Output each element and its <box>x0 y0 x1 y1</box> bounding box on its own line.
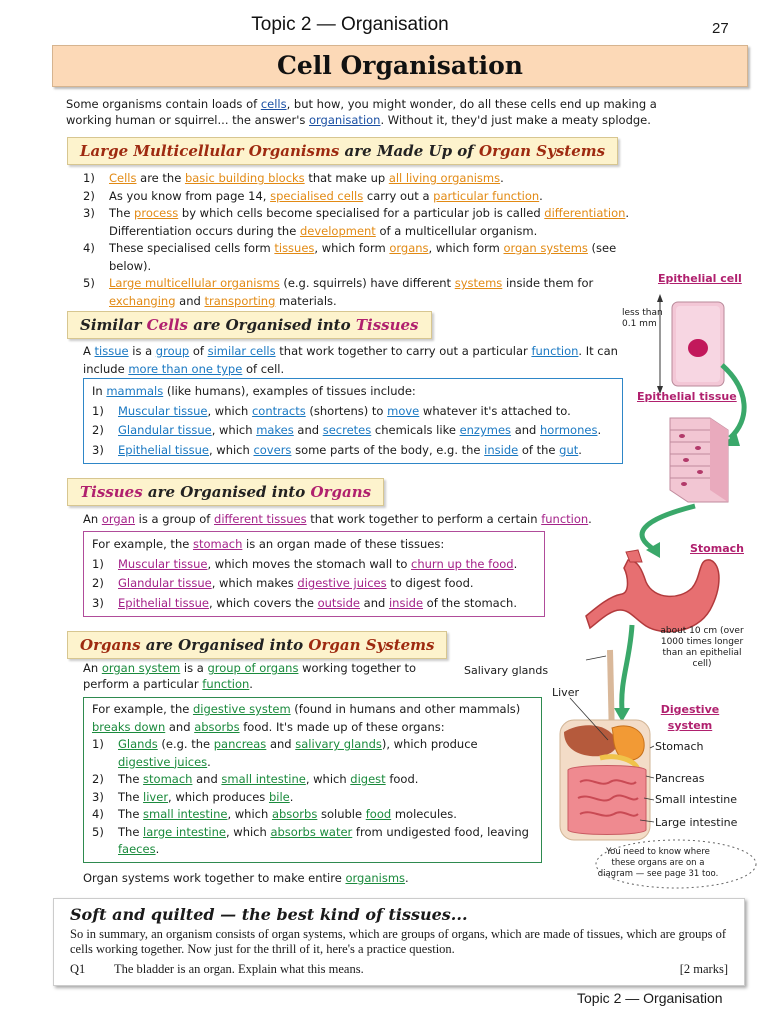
text-run: working together to perform a particular <box>83 661 417 691</box>
list-item <box>92 402 614 422</box>
text-run: A <box>83 344 95 358</box>
keyword: stomach <box>192 537 243 551</box>
item-number: 3) <box>92 595 104 610</box>
text-run: . <box>513 556 518 571</box>
text-run: that work together to carry out a particular <box>275 344 532 358</box>
keyword: small intestine <box>143 807 228 821</box>
text-run: food. <box>385 772 419 786</box>
keyword: digestive juices <box>118 754 208 769</box>
text-run: chemicals like <box>371 423 460 437</box>
text-run: , which <box>227 807 272 821</box>
text-run: , which moves the stomach wall to <box>207 556 412 571</box>
keyword: liver <box>143 789 169 804</box>
keyword-organisation: organisation <box>309 113 381 127</box>
keyword: function <box>531 344 579 358</box>
text-run: of a multicellular organism. <box>375 223 538 238</box>
question-text: The bladder is an organ. Explain what this means. <box>114 962 364 976</box>
keyword: absorbs <box>271 807 318 821</box>
keyword: group of organs <box>207 661 299 675</box>
label-length-note: about 10 cm (over 1000 times longer than an epithelial cell) <box>660 626 744 669</box>
text-run: The <box>118 772 144 786</box>
text-run: (e.g. squirrels) have different <box>279 276 455 290</box>
text-run: , which <box>207 403 252 418</box>
item-number: 4) <box>92 807 104 821</box>
text-run: and <box>192 772 222 786</box>
keyword: more than one type <box>128 362 243 376</box>
text-run: from undigested food, leaving <box>352 824 529 839</box>
keyword: mammals <box>106 384 164 398</box>
text-run: . <box>405 871 409 885</box>
keyword: inside <box>388 595 424 610</box>
keyword: pancreas <box>213 737 267 751</box>
keyword: similar cells <box>207 344 276 358</box>
item-number: 2) <box>92 576 104 590</box>
text-run: The <box>118 824 144 839</box>
text-run: of the <box>518 442 560 457</box>
text-run: soluble <box>317 807 366 821</box>
text-run: and <box>165 719 195 734</box>
item-number: 3) <box>83 206 95 220</box>
heading-part: are Made Up of <box>339 142 479 160</box>
keyword: organs <box>389 241 429 255</box>
tissue-definition <box>83 342 623 378</box>
list-item <box>92 594 536 614</box>
text-run: . <box>539 188 543 203</box>
text-run: . <box>500 171 504 185</box>
heading-part: Organ Systems <box>479 142 606 160</box>
text-run: , which <box>208 442 254 457</box>
keyword: faeces <box>118 842 156 856</box>
keyword: food <box>365 807 392 821</box>
keyword: differentiation <box>544 206 626 220</box>
text-run: The <box>118 807 144 821</box>
text-run: . <box>155 842 160 856</box>
organ-system-definition <box>83 660 423 692</box>
keyword: enzymes <box>459 423 512 437</box>
box-intro <box>92 701 533 736</box>
text-run: and <box>293 423 323 437</box>
summary-box <box>53 898 745 986</box>
digestive-system-illustration <box>560 650 650 840</box>
keyword: tissue <box>94 344 129 358</box>
text-run: and <box>266 737 296 751</box>
text-run: molecules. <box>391 807 457 821</box>
text-run: , which makes <box>211 576 298 590</box>
label-stomach-organ: Stomach <box>690 542 744 555</box>
text-run: and <box>175 293 205 308</box>
tissue-examples-list <box>92 402 614 461</box>
text-run: The <box>118 789 144 804</box>
page-footer: Topic 2 — Organisation <box>577 990 723 1006</box>
closing-sentence <box>83 869 523 887</box>
list-item <box>83 188 653 206</box>
practice-question <box>70 962 728 977</box>
tissue-examples-box <box>83 378 623 464</box>
text-run: These specialised cells form <box>109 241 275 255</box>
list-item <box>92 574 536 594</box>
text-run: (see below). <box>109 241 617 273</box>
label-stomach: Stomach <box>655 740 704 753</box>
label-location-note: You need to know where these organs are on a diagram — see page 31 too. <box>597 847 719 879</box>
text-run: (e.g. the <box>157 737 214 751</box>
section-heading-organ-systems <box>67 137 618 165</box>
keyword: Muscular tissue <box>118 403 208 418</box>
text-run: (shortens) to <box>305 403 388 418</box>
text-run: (found in humans and other mammals) <box>290 702 521 716</box>
list-item <box>83 205 653 240</box>
text-run: is an organ made of these tissues: <box>242 537 445 551</box>
label-digestive-system: Digestive system <box>660 703 720 732</box>
section-heading-organs <box>67 478 384 506</box>
text-run: , which <box>225 824 271 839</box>
keyword: inside <box>484 442 519 457</box>
item-number: 3) <box>92 789 104 804</box>
text-run: and <box>511 423 540 437</box>
keyword: stomach <box>143 772 193 786</box>
item-number: 5) <box>83 276 95 290</box>
keyword: Epithelial tissue <box>118 442 209 457</box>
keyword: Muscular tissue <box>118 556 208 571</box>
title-banner <box>52 45 748 87</box>
intro-text: , but how, you might wonder, do all these cells end up making a working human or squirrel... the answer's <box>66 97 657 127</box>
keyword: development <box>299 223 376 238</box>
keyword: salivary glands <box>295 737 382 751</box>
stomach-example-box <box>83 531 545 617</box>
item-number: 5) <box>92 824 104 839</box>
intro-text: Some organisms contain loads of <box>66 97 261 111</box>
heading-part: Organs <box>310 483 372 501</box>
text-run: , which form <box>428 241 504 255</box>
keyword: large intestine <box>143 824 226 839</box>
heading-part: are Organised into <box>142 483 311 501</box>
keyword: organ <box>101 512 136 526</box>
text-run: For example, the <box>92 702 193 716</box>
item-number: 3) <box>92 442 104 457</box>
keyword: Large multicellular organisms <box>109 276 280 290</box>
keyword: systems <box>454 276 503 290</box>
keyword: organ systems <box>503 241 588 255</box>
text-run: As you know from page 14, <box>109 188 271 203</box>
label-large-intestine: Large intestine <box>655 816 738 829</box>
page-number: 27 <box>712 20 729 37</box>
text-run: The <box>109 206 135 220</box>
keyword: Glandular tissue <box>118 423 212 437</box>
text-run: are the <box>136 171 185 185</box>
text-run: , which covers the <box>208 595 318 610</box>
text-run: is a group of <box>135 512 215 526</box>
summary-text: So in summary, an organism consists of organ systems, which are groups of organs, which are made of tissues, which are groups of cells working together. Now just for the thrill of it, here's a practice question. <box>70 927 727 956</box>
keyword: secretes <box>322 423 372 437</box>
text-run: . <box>597 423 602 437</box>
item-number: 1) <box>92 403 104 418</box>
keyword: digestive system <box>192 702 291 716</box>
text-run: whatever it's attached to. <box>419 403 571 418</box>
text-run: . It can include <box>83 344 618 376</box>
intro-paragraph <box>66 96 706 128</box>
box-intro <box>92 382 614 402</box>
keyword: group <box>155 344 190 358</box>
item-number: 2) <box>83 188 95 203</box>
keyword: breaks down <box>92 719 166 734</box>
label-pancreas: Pancreas <box>655 772 705 785</box>
keyword: covers <box>253 442 292 457</box>
section-heading-tissues <box>67 311 432 339</box>
summary-heading: Soft and quilted — the best kind of tissues... <box>70 905 468 924</box>
text-run: by which cells become specialised for a particular job is called <box>178 206 545 220</box>
text-run: . <box>249 677 253 691</box>
item-number: 1) <box>92 556 104 571</box>
keyword: absorbs water <box>270 824 353 839</box>
label-epithelial-cell: Epithelial cell <box>658 272 742 285</box>
label-size-note: less than 0.1 mm <box>622 308 663 329</box>
text-run: , which <box>305 772 351 786</box>
heading-part: Large Multicellular Organisms <box>80 142 340 160</box>
epithelial-tissue-illustration <box>670 418 728 502</box>
text-run: . <box>289 789 294 804</box>
keyword: digestive juices <box>297 576 387 590</box>
heading-part: Cells <box>146 316 188 334</box>
keyword: specialised cells <box>270 188 364 203</box>
text-run: . Differentiation occurs during the <box>109 206 630 238</box>
keyword-cells: cells <box>260 97 287 111</box>
text-run: For example, the <box>92 537 193 551</box>
text-run: of the stomach. <box>423 595 517 610</box>
keyword: small intestine <box>221 772 306 786</box>
keyword: organ system <box>101 661 181 675</box>
text-run: inside them for <box>502 276 594 290</box>
text-run: An <box>83 512 102 526</box>
label-liver: Liver <box>552 686 579 699</box>
digestive-example-box <box>83 697 542 863</box>
intro-text: . Without it, they'd just make a meaty splodge. <box>380 113 651 127</box>
text-run: . <box>207 754 211 769</box>
keyword: particular function <box>433 188 540 203</box>
item-number: 4) <box>83 241 95 255</box>
topic-header: Topic 2 — Organisation <box>251 14 449 35</box>
stomach-tissues-list <box>92 555 536 614</box>
label-salivary-glands: Salivary glands <box>464 664 549 677</box>
text-run: . <box>578 442 582 457</box>
heading-part: Organ Systems <box>308 636 435 654</box>
text-run: food. It's made up of these organs: <box>239 719 445 734</box>
text-run: and <box>360 595 389 610</box>
label-epithelial-tissue: Epithelial tissue <box>637 390 737 403</box>
keyword: bile <box>268 789 290 804</box>
keyword: different tissues <box>214 512 307 526</box>
keyword: outside <box>317 595 361 610</box>
keyword: absorbs <box>194 719 240 734</box>
text-run: to digest food. <box>386 576 474 590</box>
text-run: that work together to perform a certain <box>306 512 542 526</box>
keyword: all living organisms <box>388 171 501 185</box>
keyword: move <box>387 403 420 418</box>
keyword: contracts <box>251 403 306 418</box>
keyword: Epithelial tissue <box>118 595 209 610</box>
list-item <box>92 555 536 575</box>
question-number: Q1 <box>70 962 86 976</box>
text-run: is a <box>180 661 208 675</box>
keyword: Cells <box>109 171 137 185</box>
epithelial-cell-illustration <box>672 302 724 386</box>
text-run: materials. <box>275 293 337 308</box>
keyword: tissues <box>274 241 315 255</box>
keyword: organisms <box>345 871 406 885</box>
list-item <box>83 170 653 188</box>
stomach-illustration <box>586 550 719 632</box>
page-title: Cell Organisation <box>277 51 523 80</box>
text-run: some parts of the body, e.g. the <box>291 442 485 457</box>
item-number: 1) <box>83 171 95 185</box>
text-run: carry out a <box>363 188 434 203</box>
text-run: of <box>189 344 208 358</box>
arrow-tissue-to-organ <box>642 506 695 550</box>
keyword: makes <box>256 423 294 437</box>
list-item <box>92 771 533 789</box>
text-run: (like humans), examples of tissues include: <box>163 384 416 398</box>
keyword: basic building blocks <box>184 171 305 185</box>
keyword: gut <box>559 442 579 457</box>
keyword: function <box>202 677 250 691</box>
box-intro <box>92 535 536 555</box>
text-run: ), which produce <box>381 737 478 751</box>
list-item <box>92 441 614 461</box>
keyword: function <box>541 512 589 526</box>
text-run: is a <box>128 344 156 358</box>
keyword: Glandular tissue <box>118 576 212 590</box>
keyword: Glands <box>118 737 158 751</box>
keyword: churn up the food <box>411 556 514 571</box>
list-item <box>92 806 533 824</box>
heading-part: Similar <box>80 316 147 334</box>
question-marks: [2 marks] <box>679 962 728 976</box>
text-run: , which form <box>314 241 390 255</box>
keyword: process <box>134 206 179 220</box>
heading-part: Tissues <box>80 483 143 501</box>
list-item <box>92 789 533 807</box>
list-item <box>92 736 533 771</box>
item-number: 2) <box>92 423 104 437</box>
text-run: An <box>83 661 102 675</box>
heading-part: are Organised into <box>140 636 309 654</box>
list-item <box>92 824 533 859</box>
label-small-intestine: Small intestine <box>655 793 737 806</box>
text-run: of cell. <box>242 362 285 376</box>
text-run: , which <box>211 423 257 437</box>
list-item <box>92 421 614 441</box>
text-run: , which produces <box>168 789 269 804</box>
heading-part: are Organised into <box>187 316 356 334</box>
keyword: hormones <box>540 423 598 437</box>
text-run: Organ systems work together to make entire <box>83 871 346 885</box>
heading-part: Organs <box>80 636 141 654</box>
text-run: . <box>588 512 592 526</box>
arrow-organ-to-system <box>622 625 632 710</box>
keyword: exchanging <box>109 293 176 308</box>
keyword: digest <box>350 772 386 786</box>
heading-part: Tissues <box>355 316 419 334</box>
item-number: 1) <box>92 737 104 751</box>
item-number: 2) <box>92 772 104 786</box>
text-run: that make up <box>304 171 389 185</box>
section-heading-organ-systems-2 <box>67 631 447 659</box>
keyword: transporting <box>204 293 276 308</box>
digestive-organs-list <box>92 736 533 859</box>
text-run: In <box>92 384 107 398</box>
